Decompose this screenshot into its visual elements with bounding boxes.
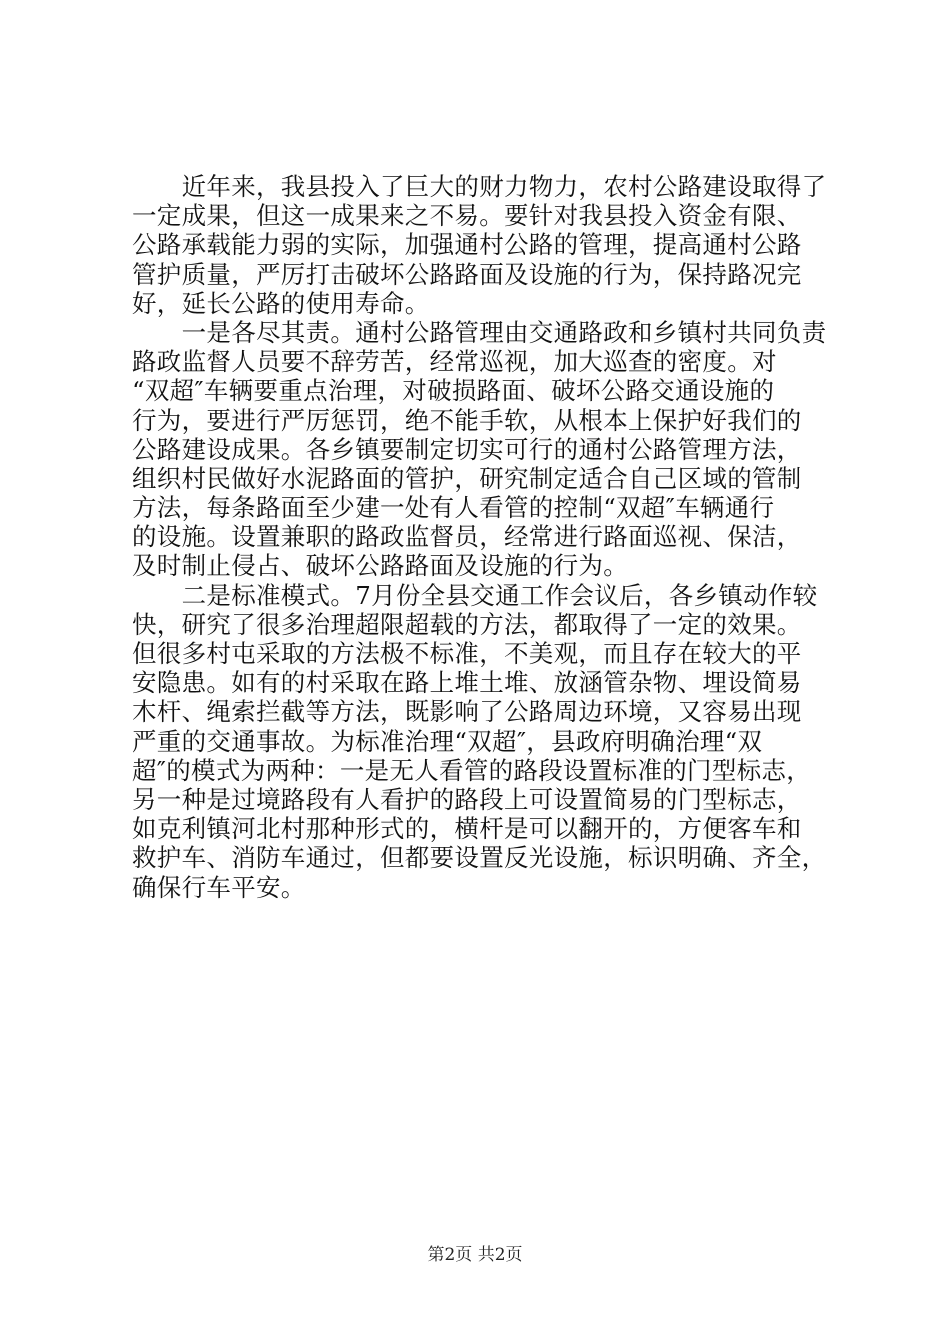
text-line: 好，延长公路的使用寿命。 — [132, 288, 430, 318]
text-line: 公路承载能力弱的实际，加强通村公路的管理，提高通村公路 — [132, 230, 802, 260]
text-line: 近年来，我县投入了巨大的财力物力，农村公路建设取得了 — [132, 172, 827, 201]
text-line: 管护质量，严厉打击破坏公路路面及设施的行为，保持路况完 — [132, 259, 802, 289]
text-line: 一定成果，但这一成果来之不易。要针对我县投入资金有限、 — [132, 201, 802, 231]
text-line: 严重的交通事故。为标准治理“双超″，县政府明确治理“双 — [132, 726, 763, 756]
text-line: 路政监督人员要不辞劳苦，经常巡视，加大巡查的密度。对 — [132, 347, 777, 377]
text-line: 的设施。设置兼职的路政监督员，经常进行路面巡视、保洁， — [132, 522, 802, 552]
text-line: 另一种是过境路段有人看护的路段上可设置简易的门型标志， — [132, 784, 802, 814]
text-line: 方法，每条路面至少建一处有人看管的控制“双超″车辆通行 — [132, 493, 775, 523]
text-line: 一是各尽其责。通村公路管理由交通路政和乡镇村共同负责 — [132, 317, 827, 347]
text-line: 及时制止侵占、破坏公路路面及设施的行为。 — [132, 551, 628, 581]
text-line: 救护车、消防车通过，但都要设置反光设施，标识明确、齐全， — [132, 843, 827, 873]
text-line: 组织村民做好水泥路面的管护，研究制定适合自己区域的管制 — [132, 463, 802, 493]
text-line: 二是标准模式。7月份全县交通工作会议后，各乡镇动作较 — [132, 580, 818, 610]
text-line: “双超″车辆要重点治理，对破损路面、破坏公路交通设施的 — [132, 376, 775, 406]
text-line: 但很多村屯采取的方法极不标准，不美观，而且存在较大的平 — [132, 639, 802, 668]
text-line: 公路建设成果。各乡镇要制定切实可行的通村公路管理方法， — [132, 434, 802, 464]
text-line: 确保行车平安。 — [132, 872, 306, 902]
document-body — [132, 172, 832, 902]
text-line: 木杆、绳索拦截等方法，既影响了公路周边环境，又容易出现 — [132, 697, 802, 727]
text-line: 如克利镇河北村那种形式的，横杆是可以翻开的，方便客车和 — [132, 814, 802, 844]
text-line: 安隐患。如有的村采取在路上堆土堆、放涵管杂物、埋设简易 — [132, 668, 802, 698]
text-line: 超″的模式为两种：一是无人看管的路段设置标准的门型标志， — [132, 755, 812, 785]
text-line: 快，研究了很多治理超限超载的方法，都取得了一定的效果。 — [132, 609, 802, 639]
text-line: 行为，要进行严厉惩罚，绝不能手软，从根本上保护好我们的 — [132, 405, 802, 435]
page-number-footer: 第2页 共2页 — [427, 1245, 523, 1265]
